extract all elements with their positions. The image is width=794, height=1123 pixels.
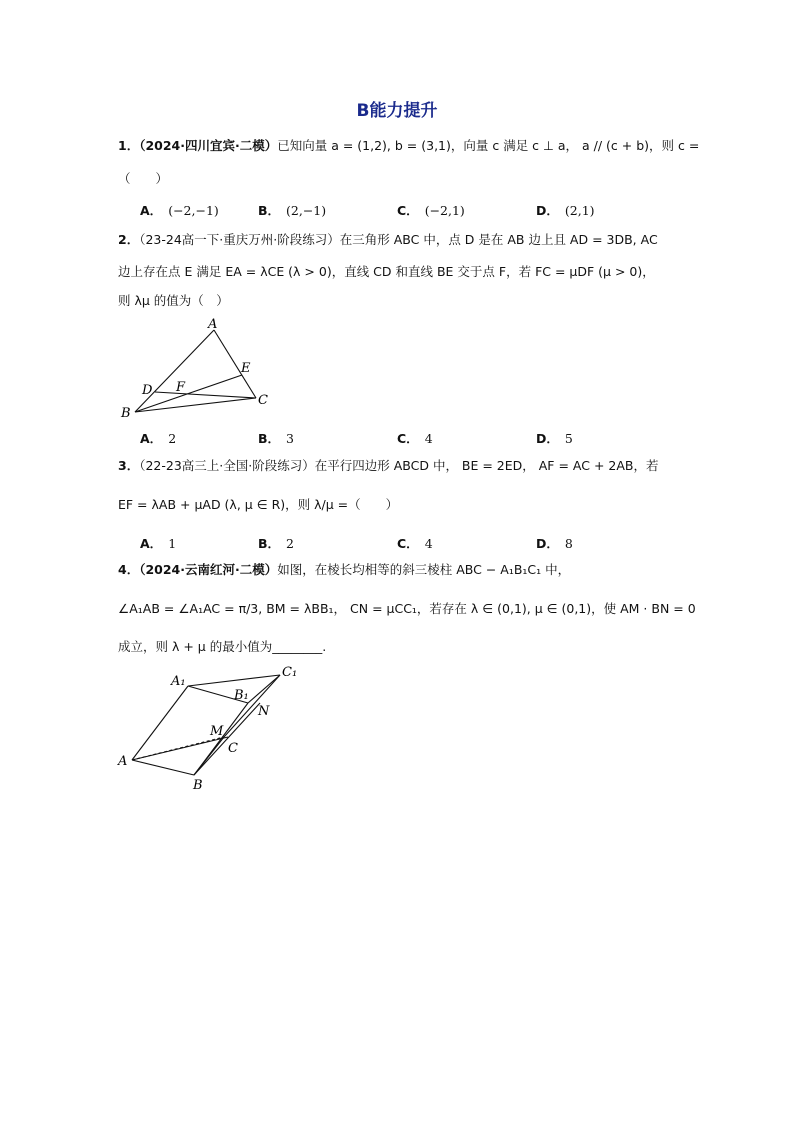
q2-option-d[interactable]: D． 5 (536, 431, 573, 446)
edge-ab (132, 760, 194, 775)
edge-ab (135, 330, 214, 412)
q3-option-c[interactable]: C． 4 (397, 536, 433, 551)
q3-number: 3． (118, 458, 140, 473)
label-c: C (228, 741, 238, 756)
section-title: B能力提升 (356, 101, 438, 121)
q3-source: （22-23高三上·全国·阶段练习） (139, 458, 315, 473)
line-cd (155, 392, 256, 398)
q1-option-d[interactable]: D． (2,1) (536, 203, 595, 218)
label-c1: C₁ (282, 665, 298, 680)
q1-option-c[interactable]: C． (−2,1) (397, 203, 465, 218)
q4-prism-figure (115, 660, 315, 795)
q1-option-b[interactable]: B． (2,−1) (258, 203, 327, 218)
q4-text1: 如图，在棱长均相等的斜三棱柱 ABC − A₁B₁C₁ 中， (277, 562, 571, 577)
q1-number: 1． (118, 138, 140, 153)
label-m: M (210, 724, 224, 739)
q2-triangle-figure (115, 315, 285, 425)
q4-source: （2024·云南红河·二模） (139, 562, 278, 577)
q1-source: （2024·四川宜宾·二模） (139, 138, 278, 153)
q3-option-a[interactable]: A． 1 (140, 536, 177, 551)
q2-text1: 在三角形 ABC 中，点 D 是在 AB 边上且 AD = 3DB, AC (339, 232, 658, 247)
q4-number: 4． (118, 562, 140, 577)
q2-option-b[interactable]: B． 3 (258, 431, 294, 446)
label-b1: B₁ (234, 688, 249, 703)
label-b: B (193, 778, 203, 793)
q3-line2: EF = λAB + μAD (λ, μ ∈ R)，则 λ/μ =（ ） (118, 497, 399, 512)
q2-line3: 则 λμ 的值为（ ） (118, 293, 229, 308)
q2-line2: 边上存在点 E 满足 EA = λCE (λ > 0)，直线 CD 和直线 BE 交于点 F，若 FC = μDF (μ > 0)， (118, 264, 655, 279)
q4-line1 (118, 561, 570, 579)
q2-option-a[interactable]: A． 2 (140, 431, 177, 446)
label-b: B (121, 406, 131, 421)
q2-option-c[interactable]: C． 4 (397, 431, 433, 446)
q2-number: 2． (118, 232, 140, 247)
edge-cc1 (224, 675, 280, 737)
label-a: A (208, 317, 218, 332)
q1-option-a[interactable]: A． (−2,−1) (140, 203, 219, 218)
q3-text1: 在平行四边形 ABCD 中， BE = 2ED， AF = AC + 2AB，若 (314, 458, 659, 473)
label-d: D (142, 383, 153, 398)
q2-source: （23-24高一下·重庆万州·阶段练习） (139, 232, 340, 247)
label-e: E (241, 361, 251, 376)
edge-a1c1 (188, 675, 280, 686)
edge-bc (135, 398, 256, 412)
label-c: C (258, 393, 268, 408)
q1-text: 已知向量 a = (1,2), b = (3,1)，向量 c 满足 c ⊥ a， a // (c + b)，则 c = (277, 138, 700, 153)
q2-line1 (118, 231, 658, 249)
q3-line1 (118, 457, 658, 475)
segment-bn (194, 703, 260, 775)
label-a1: A₁ (171, 674, 186, 689)
q3-option-b[interactable]: B． 2 (258, 536, 294, 551)
q4-line3: 成立，则 λ + μ 的最小值为________. (118, 639, 327, 654)
q4-line2: ∠A₁AB = ∠A₁AC = π/3, BM = λBB₁， CN = μCC₁，若存在 λ ∈ (0,1), μ ∈ (0,1)，使 AM · BN = 0 (118, 601, 696, 616)
q3-option-d[interactable]: D． 8 (536, 536, 573, 551)
q1-paren: （ ） (118, 171, 169, 186)
q1-line1 (118, 137, 699, 155)
label-n: N (258, 704, 270, 719)
label-f: F (176, 380, 186, 395)
label-a: A (118, 754, 128, 769)
edge-b1c1 (248, 675, 280, 703)
